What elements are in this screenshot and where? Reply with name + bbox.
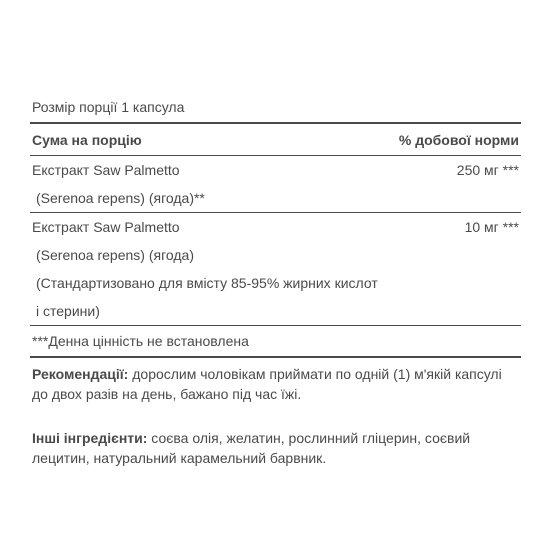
serving-size: Розмір порції 1 капсула: [32, 99, 185, 115]
ingredient-name: Екстракт Saw Palmetto: [32, 219, 180, 235]
recommendations-body: дорослим чоловікам приймати по одній (1) м'якій капсулі до двох разів на день, бажано під час їжі.: [32, 366, 502, 402]
other-ingredients-text: [30, 428, 521, 468]
supplement-facts-table: [30, 122, 521, 358]
other-ingredients-label: Інші інгредієнти:: [32, 430, 148, 446]
table-row: [30, 213, 521, 326]
recommendations-label: Рекомендації:: [32, 366, 129, 382]
header-amount-per-serving: Сума на порцію: [32, 131, 142, 148]
ingredient-detail: (Стандартизовано для вмісту 85-95% жирних кислот: [36, 275, 378, 291]
ingredient-amount: 250 мг ***: [456, 162, 519, 178]
ingredient-detail: (Serenoa repens) (ягода)**: [36, 190, 205, 206]
supplement-facts-panel: [30, 92, 521, 468]
ingredient-name: Екстракт Saw Palmetto: [32, 162, 180, 178]
other-ingredients-body: соєва олія, желатин, рослинний гліцерин, соєвий лецитин, натуральний карамельний барвник.: [32, 430, 471, 466]
ingredient-detail: і стерини): [36, 303, 100, 319]
header-daily-value: % добової норми: [398, 131, 519, 148]
footnote: ***Денна цінність не встановлена: [30, 326, 521, 358]
ingredient-detail: (Serenoa repens) (ягода): [36, 247, 194, 263]
table-row: [30, 156, 521, 213]
table-header: [30, 124, 521, 156]
ingredient-amount: 10 мг ***: [464, 219, 519, 235]
recommendations-text: [30, 364, 521, 404]
